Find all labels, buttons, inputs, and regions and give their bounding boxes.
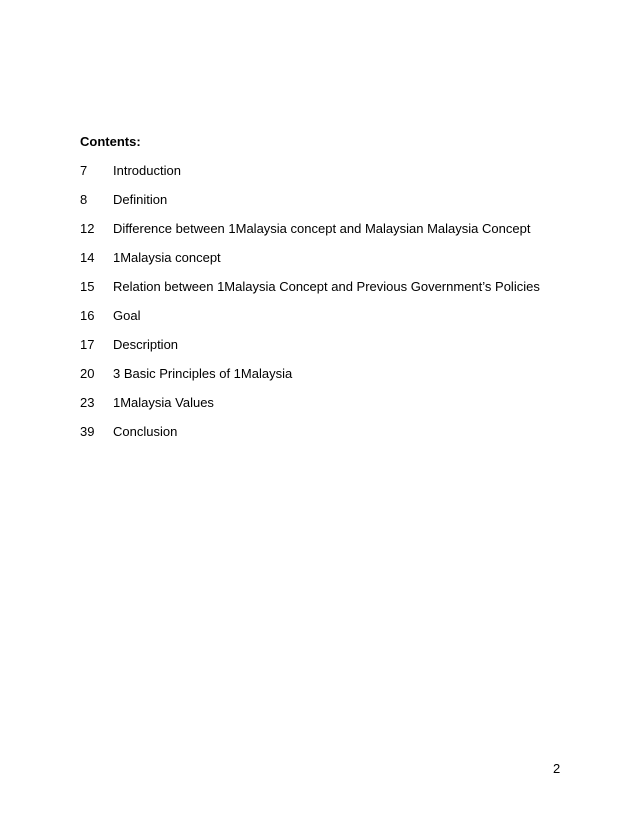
- toc-entry: [80, 279, 540, 308]
- toc-entry: [80, 250, 540, 279]
- page-number: 2: [553, 761, 561, 776]
- toc-entry: [80, 337, 540, 366]
- toc-entry-page: 12: [80, 221, 95, 236]
- toc-entry: [80, 395, 540, 424]
- toc-entry-title: Conclusion: [113, 424, 178, 439]
- toc-entry-page: 15: [80, 279, 95, 294]
- toc-entry-page: 39: [80, 424, 95, 439]
- toc-entry-title: 1Malaysia concept: [113, 250, 221, 265]
- toc-entry: [80, 424, 540, 453]
- toc-entry-page: 8: [80, 192, 88, 207]
- toc-entry: [80, 192, 540, 221]
- toc-entry: [80, 308, 540, 337]
- toc-entry-page: 20: [80, 366, 95, 381]
- toc-entry-title: 1Malaysia Values: [113, 395, 214, 410]
- toc-entry-title: 3 Basic Principles of 1Malaysia: [113, 366, 293, 381]
- contents-heading: Contents:: [80, 134, 141, 149]
- toc-entry: [80, 366, 540, 395]
- toc-entry: [80, 163, 540, 192]
- toc-entry-page: 7: [80, 163, 88, 178]
- toc-entry-title: Difference between 1Malaysia concept and Malaysian Malaysia Concept: [113, 221, 531, 236]
- toc-entry-title: Relation between 1Malaysia Concept and Previous Government’s Policies: [113, 279, 540, 294]
- toc-entry-title: Description: [113, 337, 179, 352]
- toc-entry-page: 17: [80, 337, 95, 352]
- table-of-contents: [80, 163, 540, 453]
- toc-entry-page: 14: [80, 250, 95, 265]
- toc-entry-title: Definition: [113, 192, 168, 207]
- toc-entry-title: Goal: [113, 308, 141, 323]
- toc-entry-title: Introduction: [113, 163, 181, 178]
- toc-entry-page: 16: [80, 308, 95, 323]
- toc-entry-page: 23: [80, 395, 95, 410]
- toc-entry: [80, 221, 540, 250]
